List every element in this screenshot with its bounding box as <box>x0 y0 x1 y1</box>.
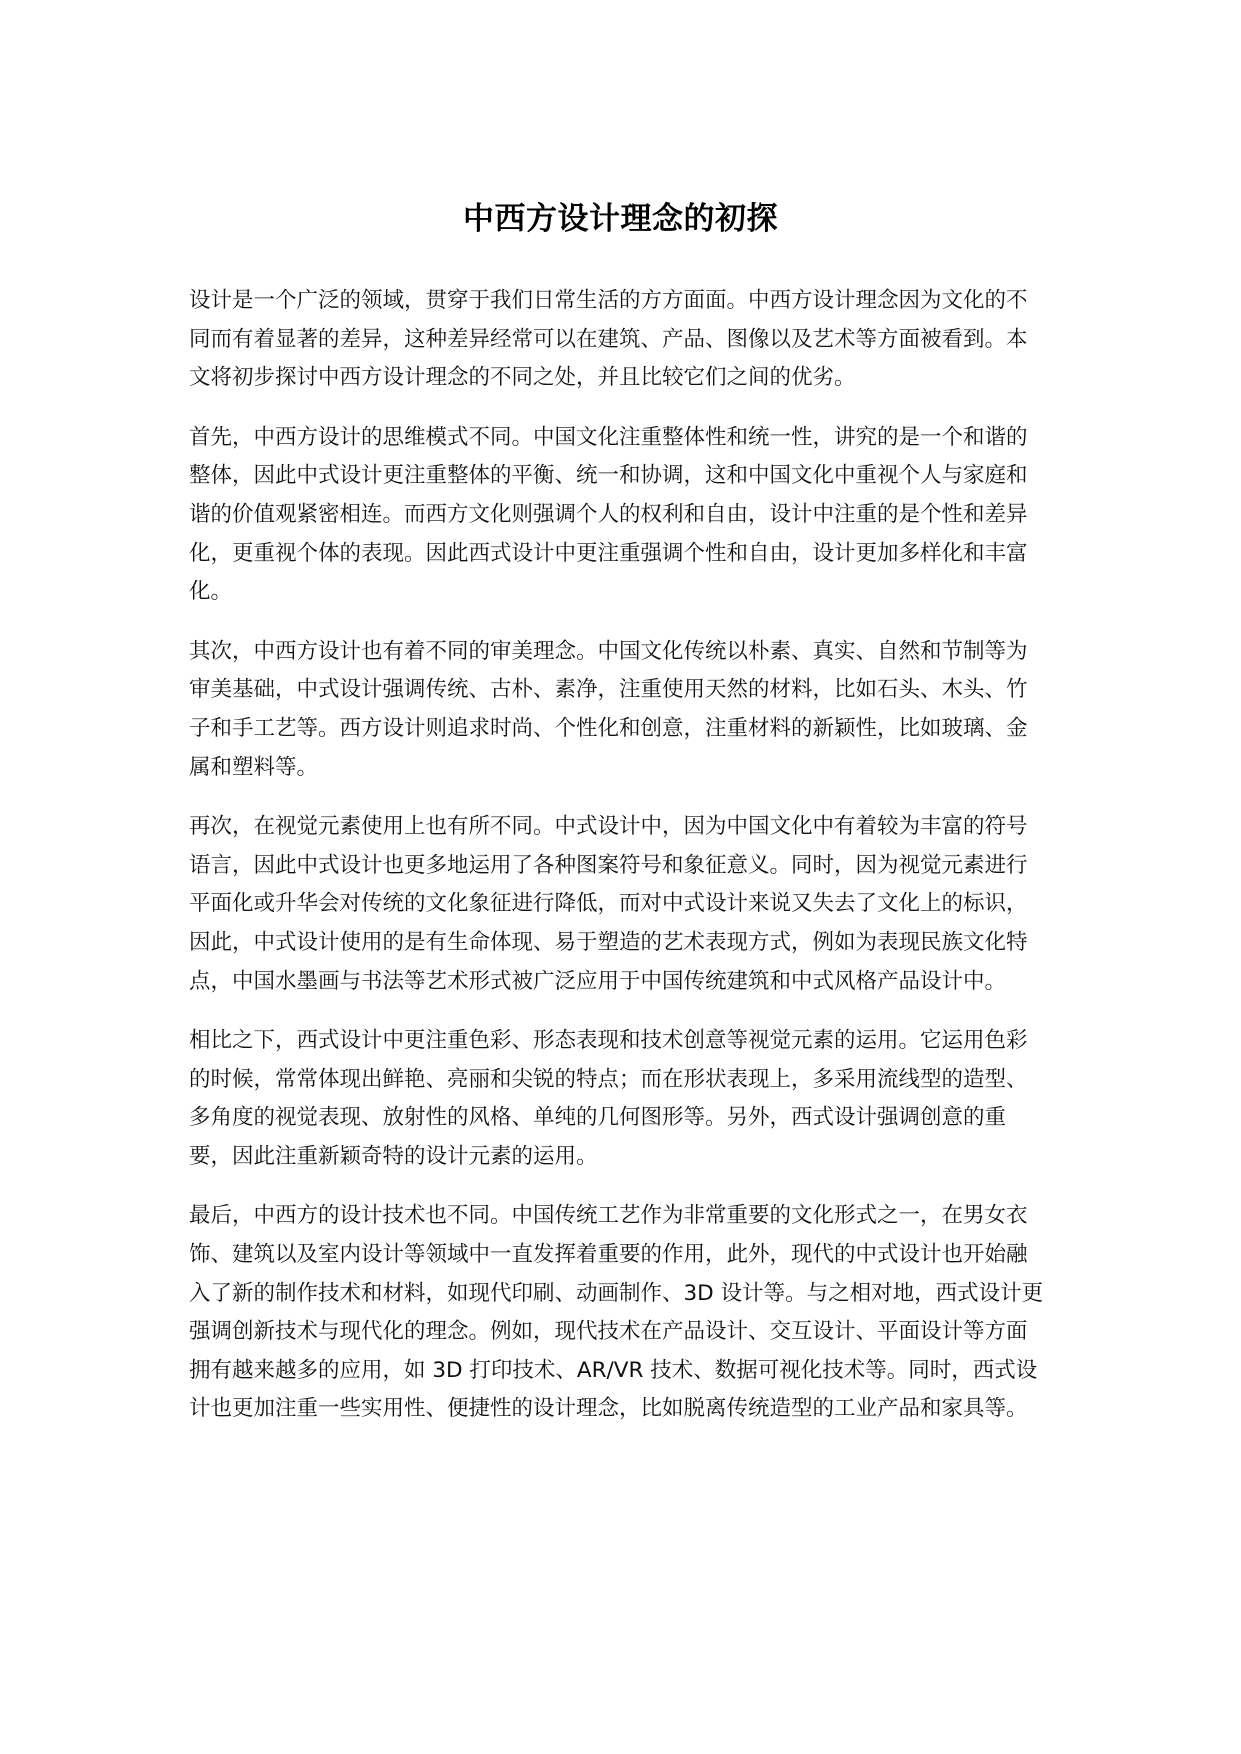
paragraph-visual-elements-chinese: 再次，在视觉元素使用上也有所不同。中式设计中，因为中国文化中有着较为丰富的符号语言，因此中式设计也更多地运用了各种图案符号和象征意义。同时，因为视觉元素进行平面化或升华会对传统的文化象征进行降低，而对中式设计来说又失去了文化上的标识，因此，中式设计使用的是有生命体现、易于塑造的艺术表现方式，例如为表现民族文化特点，中国水墨画与书法等艺术形式被广泛应用于中国传统建筑和中式风格产品设计中。 <box>189 814 1028 994</box>
document-title: 中西方设计理念的初探 <box>463 200 778 237</box>
document-body <box>189 282 1045 1450</box>
paragraph-intro: 设计是一个广泛的领域，贯穿于我们日常生活的方方面面。中西方设计理念因为文化的不同而有着显著的差异，这种差异经常可以在建筑、产品、图像以及艺术等方面被看到。本文将初步探讨中西方设计理念的不同之处，并且比较它们之间的优劣。 <box>189 288 1028 391</box>
paragraph-thinking-mode: 首先，中西方设计的思维模式不同。中国文化注重整体性和统一性，讲究的是一个和谐的整体，因此中式设计更注重整体的平衡、统一和协调，这和中国文化中重视个人与家庭和谐的价值观紧密相连。而西方文化则强调个人的权利和自由，设计中注重的是个性和差异化，更重视个体的表现。因此西式设计中更注重强调个性和自由，设计更加多样化和丰富化。 <box>189 424 1028 605</box>
paragraph-aesthetics: 其次，中西方设计也有着不同的审美理念。中国文化传统以朴素、真实、自然和节制等为审美基础，中式设计强调传统、古朴、素净，注重使用天然的材料，比如石头、木头、竹子和手工艺等。西方设计则追求时尚、个性化和创意，注重材料的新颖性，比如玻璃、金属和塑料等。 <box>189 638 1028 780</box>
paragraph-technology: 最后，中西方的设计技术也不同。中国传统工艺作为非常重要的文化形式之一，在男女衣饰、建筑以及室内设计等领域中一直发挥着重要的作用，此外，现代的中式设计也开始融入了新的制作技术和材料，如现代印刷、动画制作、3D 设计等。与之相对地，西式设计更强调创新技术与现代化的理念。例如，现代技术在产品设计、交互设计、平面设计等方面拥有越来越多的应用，如 3D 打印技术、AR/VR 技术、数据可视化技术等。同时，西式设计也更加注重一些实用性、便捷性的设计理念，比如脱离传统造型的工业产品和家具等。 <box>189 1203 1044 1422</box>
paragraph-visual-elements-western: 相比之下，西式设计中更注重色彩、形态表现和技术创意等视觉元素的运用。它运用色彩的时候，常常体现出鲜艳、亮丽和尖锐的特点；而在形状表现上，多采用流线型的造型、多角度的视觉表现、放射性的风格、单纯的几何图形等。另外，西式设计强调创意的重要，因此注重新颖奇特的设计元素的运用。 <box>189 1028 1028 1169</box>
